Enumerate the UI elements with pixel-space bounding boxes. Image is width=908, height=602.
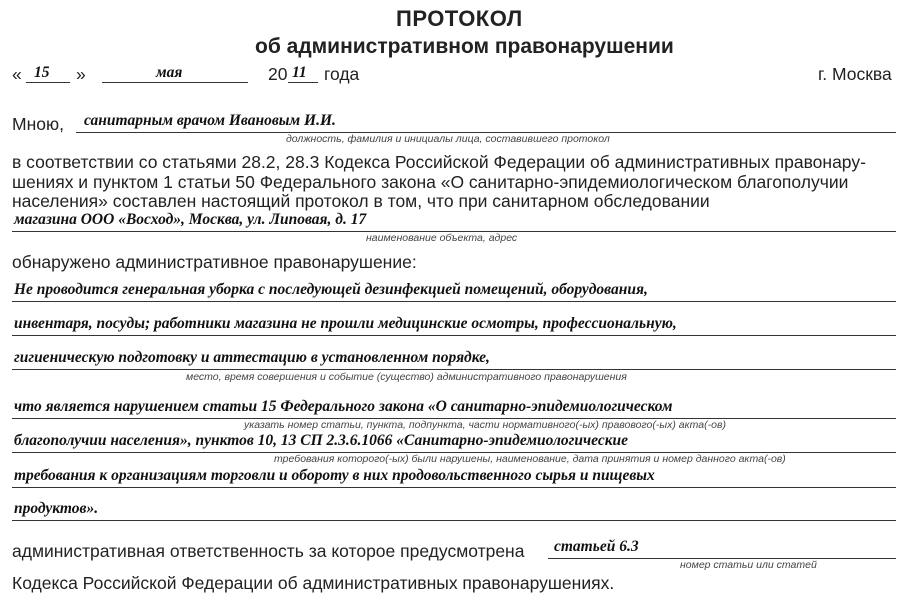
liability-label: административная ответственность за которое предусмотрена xyxy=(12,541,525,561)
document-subtitle: об административном правонарушении xyxy=(255,35,674,58)
object-caption: наименование объекта, адрес xyxy=(366,232,518,244)
norms-line-4: продуктов». xyxy=(14,500,99,517)
violation-line-2: инвентаря, посуды; работники магазина не прошли медицинские осмотры, профессиональную, xyxy=(14,315,677,332)
document-title: ПРОТОКОЛ xyxy=(396,6,523,31)
liability-footer: Кодекса Российской Федерации об административных правонарушениях. xyxy=(12,573,615,593)
norms-line-2: благополучии населения», пунктов 10, 13 СП 2.3.6.1066 «Санитарно-эпидемиологические xyxy=(14,432,629,449)
author-value: санитарным врачом Ивановым И.И. xyxy=(84,112,336,129)
liability-value: статьей 6.3 xyxy=(554,538,639,555)
violation-label: обнаружено административное правонарушение: xyxy=(12,252,417,272)
date-year-prefix: 20 xyxy=(268,64,288,84)
body-line-1: в соответствии со статьями 28.2, 28.3 Кодекса Российской Федерации об административных правонару- xyxy=(12,152,866,172)
date-year-word: года xyxy=(324,64,360,84)
date-open-quote: « xyxy=(12,64,22,84)
object-value: магазина ООО «Восход», Москва, ул. Липовая, д. 17 xyxy=(14,211,367,228)
body-line-3: населения» составлен настоящий протокол в том, что при санитарном обследовании xyxy=(12,191,710,211)
city: г. Москва xyxy=(818,64,892,84)
norms-line-1: что является нарушением статьи 15 Федерального закона «О санитарно-эпидемиологическом xyxy=(14,398,673,415)
norms-caption-1: указать номер статьи, пункта, подпункта, части нормативного(-ых) правового(-ых) акта(-ов) xyxy=(244,419,726,431)
violation-line-3: гигиеническую подготовку и аттестацию в установленном порядке, xyxy=(14,349,490,366)
date-day: 15 xyxy=(34,64,50,81)
author-label: Мною, xyxy=(12,114,64,134)
violation-line-1: Не проводится генеральная уборка с последующей дезинфекцией помещений, оборудования, xyxy=(14,281,648,298)
violation-caption: место, время совершения и событие (существо) административного правонарушения xyxy=(186,371,627,383)
liability-caption: номер статьи или статей xyxy=(680,559,817,571)
date-close-quote: » xyxy=(76,64,86,84)
date-month: мая xyxy=(156,64,183,81)
body-line-2: шениях и пунктом 1 статьи 50 Федерального закона «О санитарно-эпидемиологическом благополучии xyxy=(12,172,849,192)
norms-caption-2: требования которого(-ых) были нарушены, наименование, дата принятия и номер данного акта(-ов) xyxy=(274,453,786,465)
norms-line-3: требования к организациям торговли и обороту в них продовольственного сырья и пищевых xyxy=(14,467,655,484)
date-year-suffix: 11 xyxy=(292,64,307,81)
author-caption: должность, фамилия и инициалы лица, составившего протокол xyxy=(286,133,610,145)
